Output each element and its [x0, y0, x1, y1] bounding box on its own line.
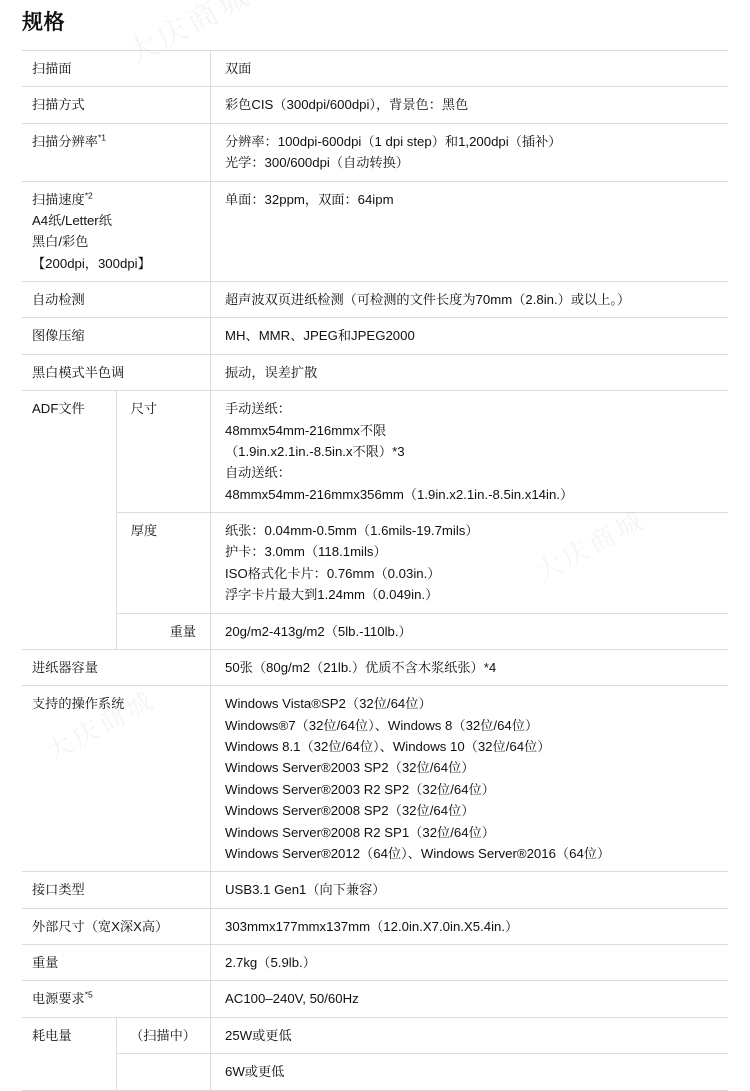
value-line: Windows Server®2003 SP2（32位/64位）	[225, 760, 475, 776]
value-line: 手动送纸：	[225, 401, 291, 417]
row-value	[211, 613, 729, 649]
value-line: Windows Server®2003 R2 SP2（32位/64位）	[225, 781, 495, 797]
value-line: （1.9in.x2.1in.-8.5in.x不限）*3	[225, 443, 405, 459]
row-value	[211, 686, 729, 872]
row-label: 扫描面	[22, 51, 211, 87]
row-sublabel: 重量	[116, 613, 210, 649]
value-line: USB3.1 Gen1（向下兼容）	[225, 882, 386, 898]
value-line: 48mmx54mm-216mmx不限	[225, 422, 387, 438]
value-line: 光学：300/600dpi（自动转换）	[225, 155, 409, 171]
table-row	[22, 613, 728, 649]
table-row	[22, 87, 728, 123]
row-value	[211, 513, 729, 614]
row-sublabel: 厚度	[116, 513, 210, 614]
value-line: Windows Server®2008 R2 SP1（32位/64位）	[225, 824, 495, 840]
value-line: 25W或更低	[225, 1027, 292, 1043]
value-line: Windows Server®2012（64位）、Windows Server®2016（64位）	[225, 845, 611, 861]
value-line: 303mmx177mmx137mm（12.0in.X7.0in.X5.4in.）	[225, 918, 519, 934]
table-row	[22, 1054, 728, 1090]
row-label: 进纸器容量	[22, 649, 211, 685]
table-row	[22, 649, 728, 685]
value-line: 6W或更低	[225, 1064, 285, 1080]
row-label: ADF文件	[22, 391, 116, 650]
specifications-table	[22, 50, 728, 1091]
table-row	[22, 1017, 728, 1053]
row-label: 外部尺寸（宽X深X高）	[22, 908, 211, 944]
value-line: Windows 8.1（32位/64位）、Windows 10（32位/64位）	[225, 739, 551, 754]
value-line: 护卡：3.0mm（118.1mils）	[225, 544, 387, 560]
table-row	[22, 513, 728, 614]
value-line: 纸张：0.04mm-0.5mm（1.6mils-19.7mils）	[225, 523, 479, 538]
row-value	[211, 123, 729, 181]
row-value	[211, 51, 729, 87]
label-line: 黑白/彩色	[32, 234, 89, 250]
value-line: 彩色CIS（300dpi/600dpi），背景色：黑色	[225, 97, 469, 113]
row-label: 黑白模式半色调	[22, 354, 211, 390]
page-title: 规格	[22, 11, 65, 34]
value-line: 48mmx54mm-216mmx356mm（1.9in.x2.1in.-8.5in.x14in.）	[225, 486, 574, 502]
value-line: 自动送纸：	[225, 465, 291, 481]
footnote-marker: *2	[84, 190, 93, 201]
table-row	[22, 51, 728, 87]
footnote-marker: *1	[97, 132, 106, 143]
label-line: 【200dpi，300dpi】	[32, 255, 151, 271]
row-label: 支持的操作系统	[22, 686, 211, 872]
row-label	[22, 181, 211, 282]
row-label: 扫描方式	[22, 87, 211, 123]
row-sublabel: （扫描中）	[116, 1017, 210, 1053]
row-value	[211, 354, 729, 390]
value-line: 超声波双页进纸检测（可检测的文件长度为70mm（2.8in.）或以上。）	[225, 292, 631, 307]
value-line: Windows Vista®SP2（32位/64位）	[225, 696, 432, 712]
row-value	[211, 87, 729, 123]
value-line: 双面	[225, 61, 252, 76]
value-line: 振动，误差扩散	[225, 364, 318, 380]
spec-page	[0, 6, 750, 1091]
row-label: 耗电量	[22, 1017, 116, 1090]
row-sublabel	[116, 1054, 210, 1090]
table-row	[22, 391, 728, 513]
table-row	[22, 981, 728, 1017]
value-line: 单面：32ppm，双面：64ipm	[225, 191, 394, 207]
row-value	[211, 908, 729, 944]
label-line: A4纸/Letter纸	[32, 212, 112, 228]
table-row	[22, 123, 728, 181]
value-line: MH、MMR、JPEG和JPEG2000	[225, 328, 415, 344]
row-label: 图像压缩	[22, 318, 211, 354]
row-label: 接口类型	[22, 872, 211, 908]
table-row	[22, 318, 728, 354]
value-line: Windows Server®2008 SP2（32位/64位）	[225, 803, 475, 819]
footnote-marker: *5	[84, 989, 93, 1000]
row-value	[211, 1054, 729, 1090]
row-value	[211, 1017, 729, 1053]
table-row	[22, 686, 728, 872]
row-value	[211, 181, 729, 282]
row-value	[211, 649, 729, 685]
label-line: 扫描速度$^{*2}$	[32, 190, 93, 207]
value-line: 分辨率：100dpi-600dpi（1 dpi step）和1,200dpi（插补）	[225, 133, 562, 149]
value-line: AC100–240V, 50/60Hz	[225, 991, 359, 1007]
value-line: 浮字卡片最大到1.24mm（0.049in.）	[225, 587, 439, 603]
row-sublabel: 尺寸	[116, 391, 210, 513]
row-value	[211, 981, 729, 1017]
value-line: 20g/m2-413g/m2（5lb.-110lb.）	[225, 623, 412, 639]
value-line: 50张（80g/m2（21lb.）优质不含木浆纸张）*4	[225, 659, 497, 675]
value-line: 2.7kg（5.9lb.）	[225, 955, 316, 970]
row-label: 重量	[22, 945, 211, 981]
table-row	[22, 354, 728, 390]
row-value	[211, 872, 729, 908]
value-line: Windows®7（32位/64位）、Windows 8（32位/64位）	[225, 717, 539, 733]
table-row	[22, 181, 728, 282]
value-line: ISO格式化卡片：0.76mm（0.03in.）	[225, 565, 441, 581]
table-row	[22, 908, 728, 944]
row-value	[211, 282, 729, 318]
row-label: 扫描分辨率$^{*1}$	[22, 123, 211, 181]
table-row	[22, 282, 728, 318]
row-label: 电源要求$^{*5}$	[22, 981, 211, 1017]
row-value	[211, 391, 729, 513]
row-label: 自动检测	[22, 282, 211, 318]
row-value	[211, 318, 729, 354]
table-row	[22, 872, 728, 908]
